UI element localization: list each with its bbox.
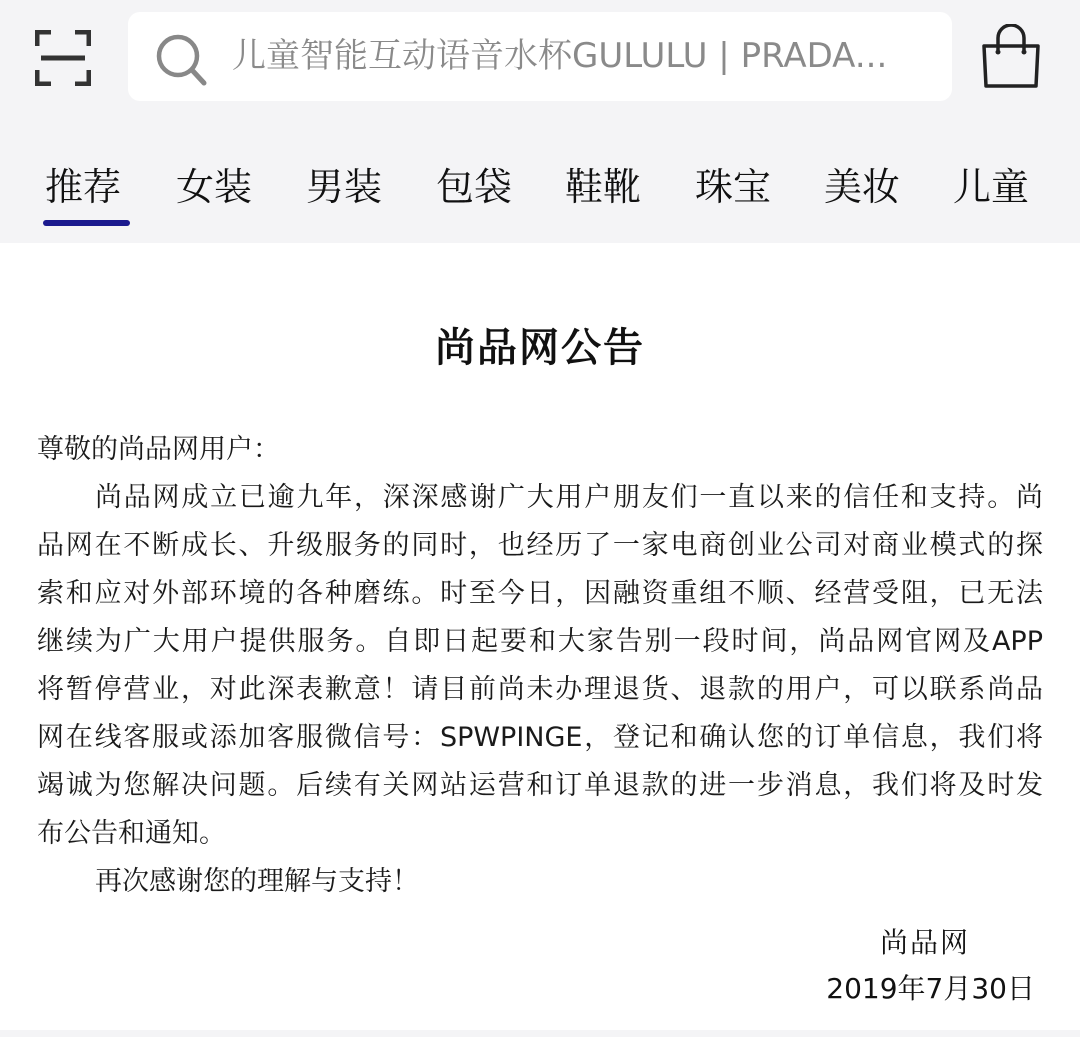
search-icon: [154, 32, 210, 88]
signature: 尚品网: [879, 926, 970, 959]
closing-line: 再次感谢您的理解与支持！: [95, 866, 419, 897]
tab-bags[interactable]: 包袋: [436, 165, 513, 209]
notice-date: 2019年7月30日: [826, 972, 1035, 1005]
paragraph-line: 品网在不断成长、升级服务的同时，也经历了一家电商创业公司对商业模式的探: [37, 530, 1043, 561]
bottom-divider: [0, 1030, 1080, 1037]
tab-kids[interactable]: 儿童: [953, 165, 1030, 209]
notice-title: 尚品网公告: [435, 325, 645, 371]
tab-shoes[interactable]: 鞋靴: [565, 165, 642, 209]
category-tabs: [0, 160, 1080, 220]
paragraph-line: 网在线客服或添加客服微信号：SPWPINGE，登记和确认您的订单信息，我们将: [37, 722, 1043, 753]
paragraph-line: 继续为广大用户提供服务。自即日起要和大家告别一段时间，尚品网官网及APP: [37, 626, 1043, 657]
active-tab-indicator: [43, 220, 130, 226]
tab-womens[interactable]: 女装: [176, 165, 253, 209]
paragraph-line: 竭诚为您解决问题。后续有关网站运营和订单退款的进一步消息，我们将及时发: [37, 770, 1043, 801]
top-header: [0, 0, 1080, 243]
tab-jewelry[interactable]: 珠宝: [695, 165, 772, 209]
paragraph-line: 索和应对外部环境的各种磨练。时至今日，因融资重组不顺、经营受阻，已无法: [37, 578, 1043, 609]
tab-beauty[interactable]: 美妆: [824, 165, 901, 209]
search-bar[interactable]: [128, 12, 952, 101]
greeting: 尊敬的尚品网用户：: [37, 434, 280, 465]
notice-body: [37, 426, 1043, 906]
shopping-bag-icon[interactable]: [980, 24, 1042, 94]
paragraph-line: 尚品网成立已逾九年，深深感谢广大用户朋友们一直以来的信任和支持。尚: [95, 482, 1043, 513]
search-input[interactable]: 儿童智能互动语音水杯GULULU | PRADA...: [232, 36, 888, 76]
paragraph-line: 布公告和通知。: [37, 818, 226, 849]
tab-mens[interactable]: 男装: [306, 165, 383, 209]
paragraph-line: 将暂停营业，对此深表歉意！请目前尚未办理退货、退款的用户，可以联系尚品: [37, 674, 1043, 705]
scan-icon[interactable]: [35, 30, 91, 86]
tab-recommended[interactable]: 推荐: [45, 165, 122, 209]
